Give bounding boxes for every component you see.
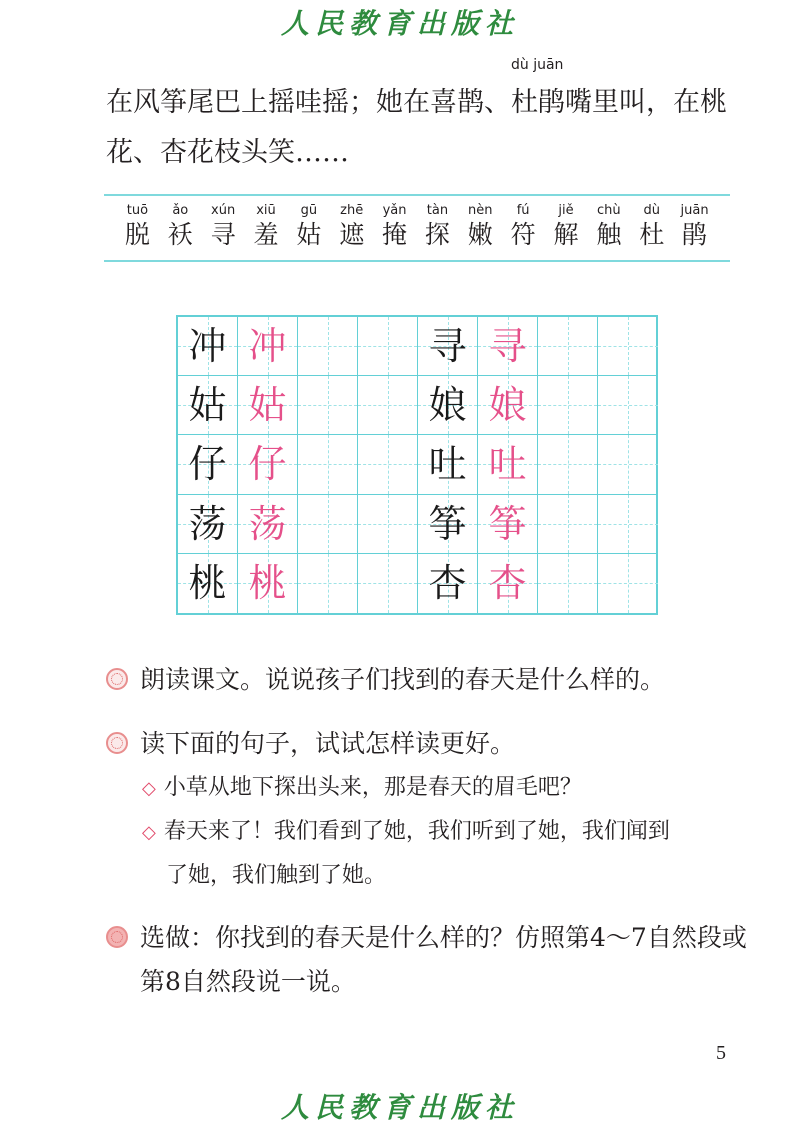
vocab-bottom-rule — [104, 260, 730, 262]
grid-cell — [298, 317, 358, 376]
vocab-pinyin: juān — [680, 203, 709, 218]
grid-cell — [178, 376, 238, 435]
grid-cell — [418, 435, 478, 494]
trace-character: 寻 — [488, 324, 527, 368]
grid-cell — [358, 495, 418, 554]
grid-cell — [358, 317, 418, 376]
grid-cell — [478, 554, 538, 613]
grid-cell — [238, 435, 298, 494]
grid-cell — [238, 376, 298, 435]
grid-cell — [478, 495, 538, 554]
task-3-continued: 第8自然段说一说。 — [140, 967, 356, 996]
vocab-character: 解 — [553, 220, 579, 249]
grid-cell — [238, 554, 298, 613]
grid-cell — [298, 376, 358, 435]
trace-character: 荡 — [248, 501, 287, 546]
grid-cell — [178, 554, 238, 613]
bullet-sentence-2-continued: 了她，我们触到了她。 — [166, 863, 387, 888]
model-character: 吐 — [428, 442, 467, 487]
trace-character: 吐 — [488, 442, 527, 487]
vocab-pinyin: chù — [597, 203, 621, 218]
grid-cell — [538, 495, 598, 554]
bullet-text: 春天来了！我们看到了她，我们听到了她，我们闻到 — [163, 819, 670, 844]
model-character: 荡 — [188, 501, 227, 546]
vocab-character: 嫩 — [467, 220, 493, 249]
paragraph-text: 在风筝尾巴上摇哇摇；她在喜鹊、 — [106, 87, 511, 118]
vocab-character: 杜 — [639, 220, 665, 249]
seal-icon — [106, 668, 128, 690]
trace-character: 姑 — [248, 383, 287, 428]
seal-icon — [106, 926, 128, 948]
vocab-pinyin: tuō — [126, 203, 149, 218]
grid-cell — [418, 376, 478, 435]
paragraph-text: 嘴里叫，在桃 — [565, 87, 727, 118]
page-number: 5 — [716, 1042, 726, 1064]
model-character: 寻 — [428, 324, 467, 368]
vocab-character: 掩 — [382, 220, 408, 249]
vocab-pinyin: xiū — [256, 203, 276, 218]
vocab-character: 遮 — [339, 220, 365, 249]
vocab-pinyin: fú — [516, 203, 530, 218]
vocab-top-rule — [104, 194, 730, 196]
grid-cell — [358, 435, 418, 494]
vocab-pinyin: zhē — [340, 203, 364, 218]
grid-cell — [598, 435, 658, 494]
grid-cell — [298, 554, 358, 613]
vocabulary-row — [116, 202, 716, 254]
vocab-character: 羞 — [253, 220, 279, 249]
grid-cell — [178, 317, 238, 376]
publisher-header: 人民教育出版社 — [280, 7, 519, 40]
writing-grid — [176, 315, 658, 615]
seal-icon — [106, 732, 128, 754]
vocab-character: 鹃 — [682, 220, 708, 249]
vocab-character: 触 — [596, 220, 622, 249]
ruby-word — [511, 57, 565, 128]
grid-cell — [598, 554, 658, 613]
vocab-item — [670, 202, 720, 250]
grid-cell — [598, 376, 658, 435]
trace-character: 娘 — [488, 383, 527, 428]
ruby-text: 杜鹃 — [511, 87, 565, 118]
grid-cell — [418, 495, 478, 554]
ruby-pinyin: dù juān — [511, 57, 564, 73]
grid-cell — [178, 495, 238, 554]
vocab-pinyin: jiě — [558, 203, 574, 218]
bullet-sentence-2 — [142, 812, 670, 853]
task-3: 选做：你找到的春天是什么样的？仿照第4～7自然段或 — [140, 923, 747, 952]
grid-cell — [598, 495, 658, 554]
grid-cell — [238, 495, 298, 554]
vocab-pinyin: tàn — [426, 203, 449, 218]
vocab-character: 脱 — [124, 220, 150, 249]
grid-cell — [238, 317, 298, 376]
grid-cell — [538, 376, 598, 435]
grid-cell — [538, 554, 598, 613]
trace-character: 冲 — [248, 324, 287, 368]
vocab-pinyin: xún — [211, 203, 236, 218]
diamond-icon: ◇ — [142, 822, 156, 843]
vocab-pinyin: ǎo — [172, 203, 189, 218]
model-character: 筝 — [428, 501, 467, 546]
vocab-character: 袄 — [167, 220, 193, 249]
task-1: 朗读课文。说说孩子们找到的春天是什么样的。 — [140, 665, 666, 694]
task-2: 读下面的句子，试试怎样读更好。 — [140, 729, 516, 758]
grid-cell — [358, 554, 418, 613]
vocab-pinyin: gū — [300, 203, 318, 218]
trace-character: 仔 — [248, 442, 287, 487]
model-character: 姑 — [188, 383, 227, 428]
grid-cell — [418, 317, 478, 376]
vocab-character: 寻 — [210, 220, 236, 249]
model-character: 杏 — [428, 560, 467, 605]
diamond-icon: ◇ — [142, 778, 156, 799]
model-character: 娘 — [428, 383, 467, 428]
publisher-footer: 人民教育出版社 — [280, 1091, 519, 1124]
grid-cell — [298, 435, 358, 494]
trace-character: 筝 — [488, 501, 527, 546]
grid-cell — [538, 317, 598, 376]
grid-cell — [478, 435, 538, 494]
grid-cell — [418, 554, 478, 613]
bullet-sentence-1 — [142, 768, 582, 809]
grid-cell — [358, 376, 418, 435]
vocab-character: 姑 — [296, 220, 322, 249]
model-character: 仔 — [188, 442, 227, 487]
paragraph-line-2: 花、杏花枝头笑…… — [106, 137, 349, 168]
grid-cell — [598, 317, 658, 376]
grid-cell — [478, 376, 538, 435]
vocab-pinyin: yǎn — [382, 203, 407, 218]
vocab-pinyin: nèn — [468, 203, 493, 218]
vocab-character: 探 — [424, 220, 450, 249]
model-character: 桃 — [188, 560, 227, 605]
grid-cell — [478, 317, 538, 376]
bullet-text: 小草从地下探出头来，那是春天的眉毛吧？ — [163, 775, 582, 800]
model-character: 冲 — [188, 324, 227, 368]
grid-cell — [298, 495, 358, 554]
grid-cell — [538, 435, 598, 494]
vocab-character: 符 — [510, 220, 536, 249]
trace-character: 杏 — [488, 560, 527, 605]
trace-character: 桃 — [248, 560, 287, 605]
vocab-pinyin: dù — [643, 203, 660, 218]
paragraph-line-1 — [106, 57, 746, 128]
grid-cell — [178, 435, 238, 494]
